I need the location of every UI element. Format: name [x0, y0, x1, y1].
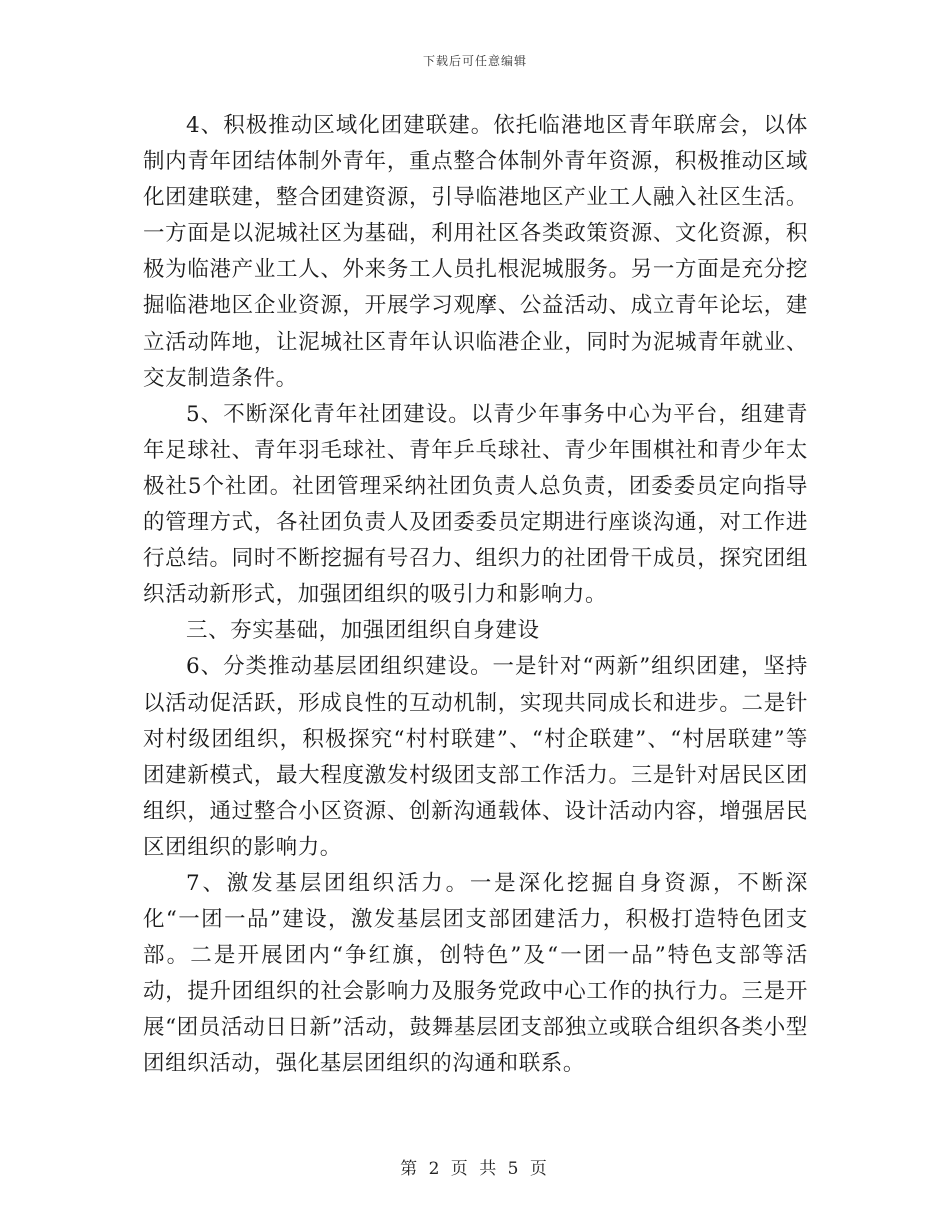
paragraph-item-7: 7、激发基层团组织活力。一是深化挖掘自身资源，不断深化“一团一品”建设，激发基层团支部团建活力，积极打造特色团支部。二是开展团内“争红旗，创特色”及“一团一品”特色支部等活动，提升团组织的社会影响力及服务党政中心工作的执行力。三是开展“团员活动日日新”活动，鼓舞基层团支部独立或联合组织各类小型团组织活动，强化基层团组织的沟通和联系。 [143, 870, 808, 1077]
header-note: 下载后可任意编辑 [422, 54, 527, 68]
page-number-footer: 第 2 页 共 5 页 [400, 1159, 550, 1179]
paragraph-item-4: 4、积极推动区域化团建联建。依托临港地区青年联席会，以体制内青年团结体制外青年，重点整合体制外青年资源，积极推动区域化团建联建，整合团建资源，引导临港地区产业工人融入社区生活。一方面是以泥城社区为基础，利用社区各类政策资源、文化资源，积极为临港产业工人、外来务工人员扎根泥城服务。另一方面是充分挖掘临港地区企业资源，开展学习观摩、公益活动、成立青年论坛，建立活动阵地，让泥城社区青年认识临港企业，同时为泥城青年就业、交友制造条件。 [143, 113, 808, 391]
paragraph-item-5: 5、不断深化青年社团建设。以青少年事务中心为平台，组建青年足球社、青年羽毛球社、青年乒乓球社、青少年围棋社和青少年太极社5个社团。社团管理采纳社团负责人总负责，团委委员定向指导的管理方式，各社团负责人及团委委员定期进行座谈沟通，对工作进行总结。同时不断挖掘有号召力、组织力的社团骨干成员，探究团组织活动新形式，加强团组织的吸引力和影响力。 [143, 401, 808, 608]
document-body [143, 108, 808, 1083]
paragraph-item-6: 6、分类推动基层团组织建设。一是针对“两新”组织团建，坚持以活动促活跃，形成良性的互动机制，实现共同成长和进步。二是针对村级团组织，积极探究“村村联建”、“村企联建”、“村居联建”等团建新模式，最大程度激发村级团支部工作活力。三是针对居民区团组织，通过整合小区资源、创新沟通载体、设计活动内容，增强居民区团组织的影响力。 [143, 654, 808, 860]
section-heading-3: 三、夯实基础，加强团组织自身建设 [186, 618, 540, 644]
